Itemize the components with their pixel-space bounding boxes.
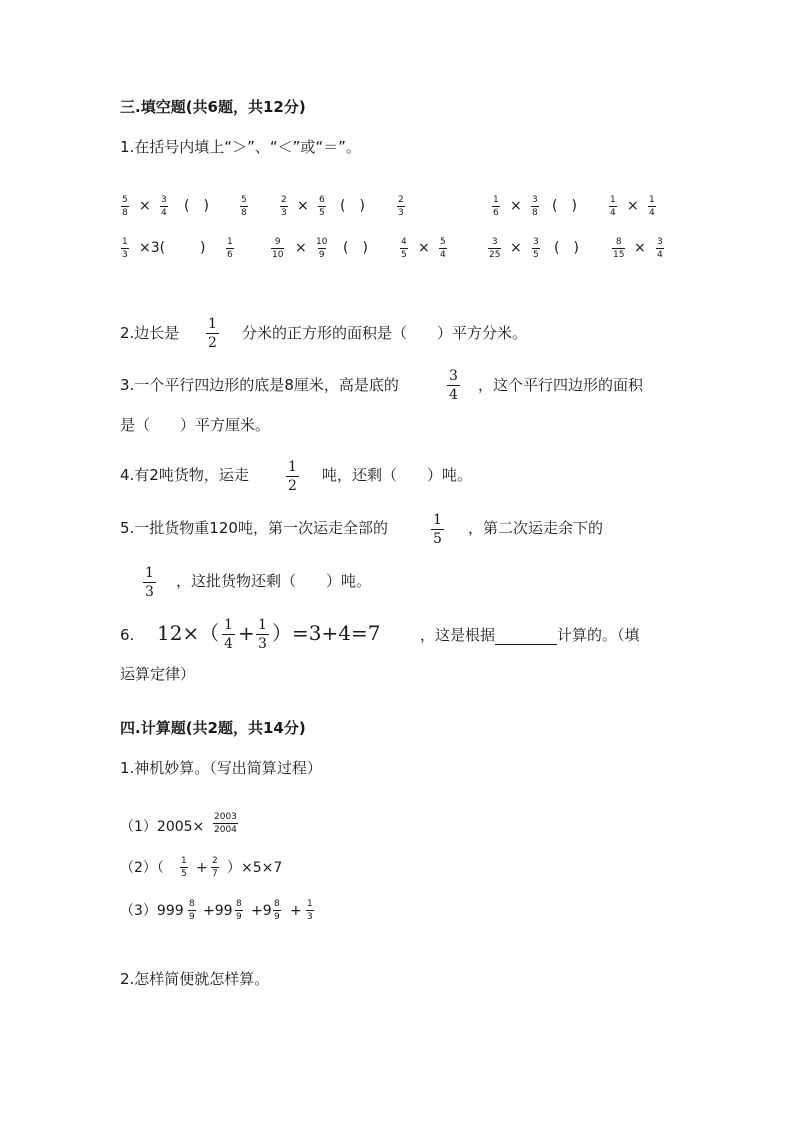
section-4-title: 四.计算题(共2题，共14分)	[120, 719, 306, 737]
times-sign: ×	[510, 240, 522, 256]
question-3-line-2: 是（ ）平方厘米。	[120, 416, 271, 434]
fraction: $\frac{5}{8}$	[122, 195, 128, 218]
question-5-line-2: ，这批货物还剩（ ）吨。	[176, 572, 372, 590]
calc-question-2-text: 2.怎样简便就怎样算。	[120, 970, 270, 988]
times-sign: ×	[295, 240, 307, 256]
answer-paren[interactable]: ( )	[554, 240, 579, 256]
expression-start: 12×（	[157, 621, 220, 645]
times-three: ×3(	[139, 240, 166, 256]
question-2-text: 2.边长是	[120, 324, 180, 342]
fraction: $\frac{10}{9}$	[316, 237, 328, 260]
fraction: $\frac{1}{3}$	[145, 565, 154, 600]
fraction: $\frac{8}{9}$	[189, 899, 195, 922]
answer-paren[interactable]: ( )	[184, 198, 209, 214]
fraction: $\frac{3}{4}$	[161, 195, 167, 218]
question-6-text: ，这是根据 计算的。（填	[420, 626, 640, 644]
question-3-text-end: ，这个平行四边形的面积	[478, 376, 644, 394]
fraction: $\frac{9}{10}$	[272, 237, 284, 260]
fraction: $\frac{1}{5}$	[181, 856, 187, 879]
times-sign: ×	[627, 198, 639, 214]
plus-sign: +	[196, 860, 208, 876]
times-sign: ×	[297, 198, 309, 214]
plus-nine: +9	[251, 903, 272, 919]
fraction: $\frac{1}{4}$	[649, 195, 655, 218]
times-sign: ×	[139, 198, 151, 214]
fraction: $\frac{1}{2}$	[288, 459, 297, 494]
fraction: $\frac{6}{5}$	[319, 195, 325, 218]
answer-paren[interactable]: ( )	[552, 198, 577, 214]
fraction: $\frac{8}{15}$	[613, 237, 625, 260]
plus-sign: +	[290, 903, 302, 919]
times-sign: ×	[634, 240, 646, 256]
calc-item-2-label: （2）（	[120, 860, 164, 876]
fraction: $\frac{4}{5}$	[401, 237, 407, 260]
fraction: $\frac{3}{4}$	[449, 368, 458, 403]
fraction: $\frac{1}{6}$	[227, 237, 233, 260]
question-6-number: 6.	[120, 626, 135, 644]
fraction: $\frac{3}{25}$	[489, 237, 501, 260]
answer-paren[interactable]: ( )	[340, 198, 365, 214]
calc-item-3-label: （3）999	[120, 903, 184, 919]
calc-item-2-tail: ）×5×7	[227, 860, 283, 876]
question-5-text-end: ，第二次运走余下的	[468, 519, 604, 537]
fraction: $\frac{2}{7}$	[212, 856, 218, 879]
expression-end: ）=3+4=7	[272, 621, 381, 645]
fraction: $\frac{1}{5}$	[433, 512, 442, 547]
fraction: $\frac{1}{3}$	[122, 237, 128, 260]
question-3-text: 3.一个平行四边形的底是8厘米，高是底的	[120, 376, 399, 394]
fraction: $\frac{3}{4}$	[657, 237, 663, 260]
fraction: $\frac{8}{9}$	[236, 899, 242, 922]
fraction: $\frac{1}{4}$	[610, 195, 616, 218]
question-1-text: 1.在括号内填上“＞”、“＜”或“＝”。	[120, 138, 361, 156]
question-4-text-end: 吨，还剩（ ）吨。	[322, 466, 473, 484]
answer-blank[interactable]	[495, 628, 557, 645]
plus-ninety-nine: +99	[203, 903, 233, 919]
fraction: $\frac{3}{5}$	[533, 237, 539, 260]
times-sign: ×	[418, 240, 430, 256]
plus-sign: +	[238, 621, 255, 645]
question-4-text: 4.有2吨货物，运走	[120, 466, 249, 484]
fraction: $\frac{1}{4}$	[224, 617, 233, 652]
times-sign: ×	[510, 198, 522, 214]
fraction: $\frac{2003}{2004}$	[214, 812, 237, 835]
answer-paren[interactable]: ( )	[343, 240, 368, 256]
answer-paren[interactable]: )	[200, 240, 206, 256]
fraction: $\frac{5}{4}$	[440, 237, 446, 260]
fraction: $\frac{1}{2}$	[208, 316, 217, 351]
fraction: $\frac{1}{3}$	[258, 617, 267, 652]
question-5-text: 5.一批货物重120吨，第一次运走全部的	[120, 519, 388, 537]
calc-question-1-text: 1.神机妙算。（写出简算过程）	[120, 759, 322, 777]
section-3-title: 三.填空题(共6题，共12分)	[120, 98, 306, 116]
fraction: $\frac{5}{8}$	[241, 195, 247, 218]
fraction: $\frac{8}{9}$	[274, 899, 280, 922]
fraction: $\frac{3}{8}$	[532, 195, 538, 218]
fraction: $\frac{1}{6}$	[493, 195, 499, 218]
question-6-line-2: 运算定律）	[120, 665, 196, 683]
calc-item-1-label: （1）2005×	[120, 819, 205, 835]
fraction: $\frac{1}{3}$	[307, 899, 313, 922]
fraction: $\frac{2}{3}$	[398, 195, 404, 218]
question-2-text-end: 分米的正方形的面积是（ ）平方分米。	[242, 324, 528, 342]
fraction: $\frac{2}{3}$	[281, 195, 287, 218]
